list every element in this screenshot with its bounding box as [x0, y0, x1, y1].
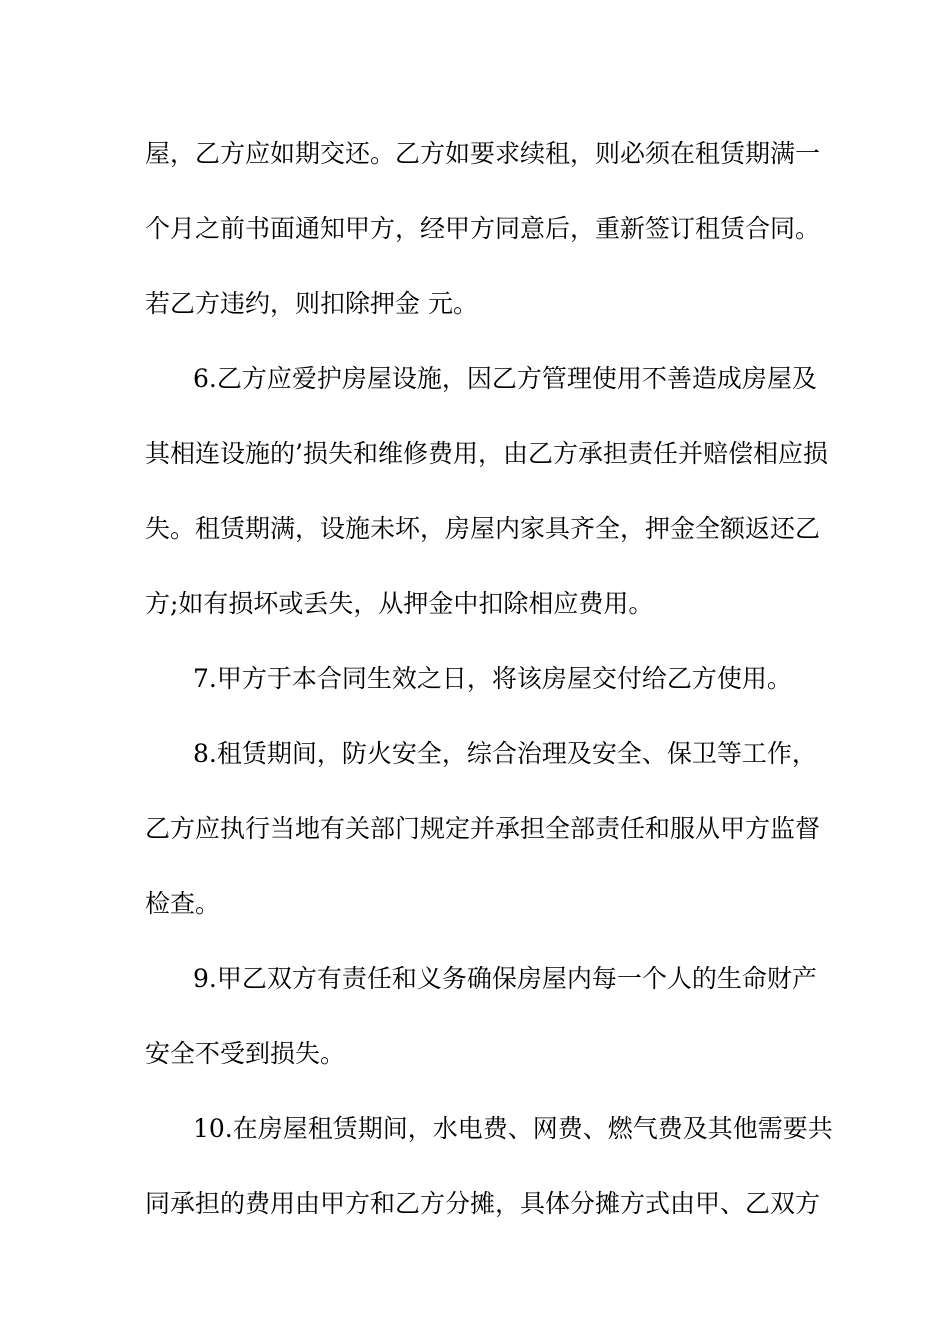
text-line: 乙方应执行当地有关部门规定并承担全部责任和服从甲方监督 [145, 814, 821, 843]
text-line: 同承担的费用由甲方和乙方分摊，具体分摊方式由甲、乙双方 [145, 1189, 821, 1218]
paragraph-start: 8.租赁期间，防火安全，综合治理及安全、保卫等工作， [193, 739, 817, 768]
text-line: 其相连设施的’损失和维修费用，由乙方承担责任并赔偿相应损 [145, 439, 828, 468]
text-line: 方;如有损坏或丢失，从押金中扣除相应费用。 [145, 589, 654, 618]
text-line: 屋，乙方应如期交还。乙方如要求续租，则必须在租赁期满一 [145, 139, 821, 168]
text-line: 失。租赁期满，设施未坏，房屋内家具齐全，押金全额返还乙 [145, 514, 821, 543]
text-line: 检查。 [145, 889, 221, 918]
paragraph-start: 9.甲乙双方有责任和义务确保房屋内每一个人的生命财产 [193, 964, 817, 993]
paragraph-start: 10.在房屋租赁期间，水电费、网费、燃气费及其他需要共 [193, 1114, 833, 1143]
text-line: 若乙方违约，则扣除押金 元。 [145, 289, 478, 318]
text-line: 个月之前书面通知甲方，经甲方同意后，重新签订租赁合同。 [145, 214, 821, 243]
text-line: 安全不受到损失。 [145, 1039, 346, 1068]
paragraph-start: 7.甲方于本合同生效之日，将该房屋交付给乙方使用。 [193, 664, 792, 693]
paragraph-start: 6.乙方应爱护房屋设施，因乙方管理使用不善造成房屋及 [193, 364, 817, 393]
